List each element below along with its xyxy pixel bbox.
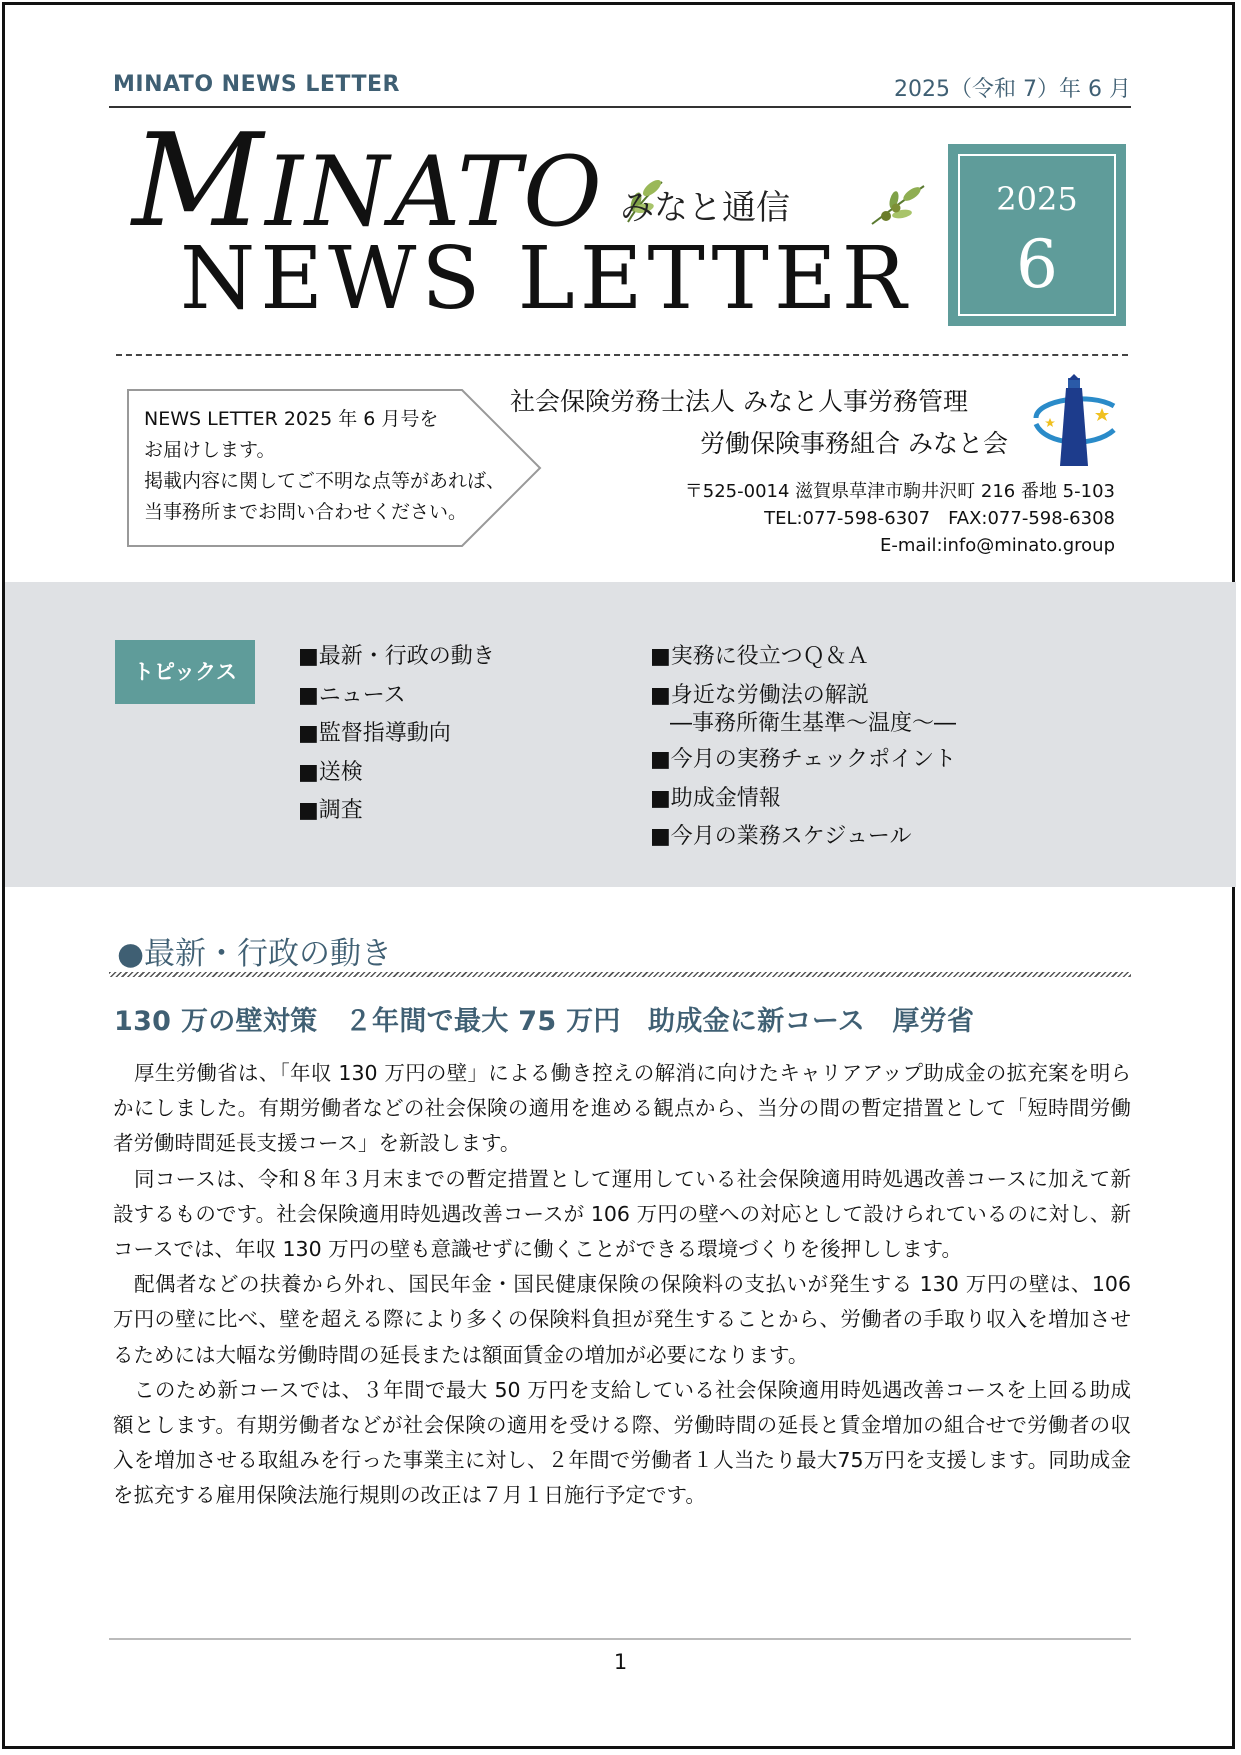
masthead-initial: M	[132, 107, 266, 256]
greeting-text	[144, 404, 524, 528]
issue-month: 6	[1016, 226, 1058, 303]
phone-fax: TEL:077-598-6307 FAX:077-598-6308	[764, 508, 1115, 529]
issue-box	[948, 144, 1126, 326]
article-paragraph: このため新コースでは、３年間で最大 50 万円を支給している社会保険適用時処遇改善コースを上回る助成額とします。有期労働者などが社会保険の適用を受ける際、労働時間の延長と賃金増加の組合せで労働者の収入を増加させる取組みを行った事業主に対し、２年間で労働者１人当たり最大75万円を支援します。同助成金を拡充する雇用保険法施行規則の改正は７月１日施行予定です。	[113, 1377, 1131, 1508]
org-name-2: 労働保険事務組合 みなと会	[700, 429, 1008, 458]
greeting-line: 当事務所までお問い合わせください。	[144, 501, 468, 523]
greeting-line: お届けします。	[144, 439, 276, 461]
org-name-1: 社会保険労務士法人 みなと人事労務管理	[510, 387, 968, 416]
topic-item: ■助成金情報	[650, 785, 781, 811]
topics-band	[5, 582, 1236, 887]
greeting-line: 掲載内容に関してご不明な点等があれば、	[144, 470, 506, 492]
topic-item: ■今月の実務チェックポイント	[650, 747, 957, 773]
topic-item: ■調査	[298, 798, 363, 824]
topic-subitem: ―事務所衛生基準～温度～―	[670, 711, 957, 737]
article-paragraph: 厚生労働省は、「年収 130 万円の壁」による働き控えの解消に向けたキャリアアップ助成金の拡充案を明らかにしました。有期労働者などの社会保険の適用を進める観点から、当分の間の暫定措置として「短時間労働者労働時間延長支援コース」を新設します。	[113, 1061, 1131, 1156]
masthead-divider	[116, 354, 1128, 356]
masthead-title-rest: INATO	[265, 136, 604, 248]
issue-date: 2025（令和 7）年 6 月	[894, 77, 1131, 102]
topic-item: ■実務に役立つＱ＆Ａ	[650, 644, 869, 669]
page-number: 1	[613, 1650, 628, 1674]
issue-box-inner	[958, 154, 1116, 316]
header-bar	[109, 70, 1131, 108]
email: E-mail:info@minato.group	[880, 535, 1115, 556]
footer-rule	[109, 1638, 1131, 1640]
address: 〒525-0014 滋賀県草津市駒井沢町 216 番地 5-103	[684, 481, 1115, 502]
newsletter-label: MINATO NEWS LETTER	[113, 72, 400, 97]
topics-column-1	[298, 638, 495, 831]
issue-year: 2025	[996, 180, 1078, 218]
section-title: ●最新・行政の動き	[117, 936, 393, 972]
masthead-newsletter: NEWS LETTER	[180, 229, 912, 329]
olive-branch-icon	[868, 180, 928, 230]
masthead-title	[132, 107, 604, 256]
topic-item: ■身近な労働法の解説	[650, 682, 869, 708]
topic-item: ■監督指導動向	[298, 721, 451, 747]
topic-item: ■ニュース	[298, 682, 406, 708]
article-paragraph: 配偶者などの扶養から外れ、国民年金・国民健康保険の保険料の支払いが発生する 130 万円の壁は、106 万円の壁に比べ、壁を超える際により多くの保険料負担が発生することから、労働者の手取り収入を増加させるためには大幅な労働時間の延長または額面賃金の増加が必要になります。	[113, 1272, 1131, 1367]
greeting-line: NEWS LETTER 2025 年 6 月号を	[144, 408, 439, 430]
section-rule	[109, 972, 1131, 977]
topics-column-2	[650, 638, 956, 857]
lighthouse-logo-icon	[1030, 372, 1122, 472]
masthead-subtitle: みなと通信	[620, 188, 790, 228]
article-body	[113, 1056, 1131, 1514]
contact-info	[685, 478, 1115, 559]
topic-item: ■最新・行政の動き	[298, 644, 495, 669]
article-paragraph: 同コースは、令和８年３月末までの暫定措置として運用している社会保険適用時処遇改善コースに加えて新設するものです。社会保険適用時処遇改善コースが 106 万円の壁への対応として設けられているのに対し、新コースでは、年収 130 万円の壁も意識せずに働くことができる環境づくりを後押しします。	[113, 1166, 1131, 1262]
topic-item: ■送検	[298, 759, 363, 785]
topic-item: ■今月の業務スケジュール	[650, 824, 912, 850]
article-headline: 130 万の壁対策 ２年間で最大 75 万円 助成金に新コース 厚労省	[114, 1006, 975, 1037]
topics-badge: トピックス	[115, 640, 255, 704]
